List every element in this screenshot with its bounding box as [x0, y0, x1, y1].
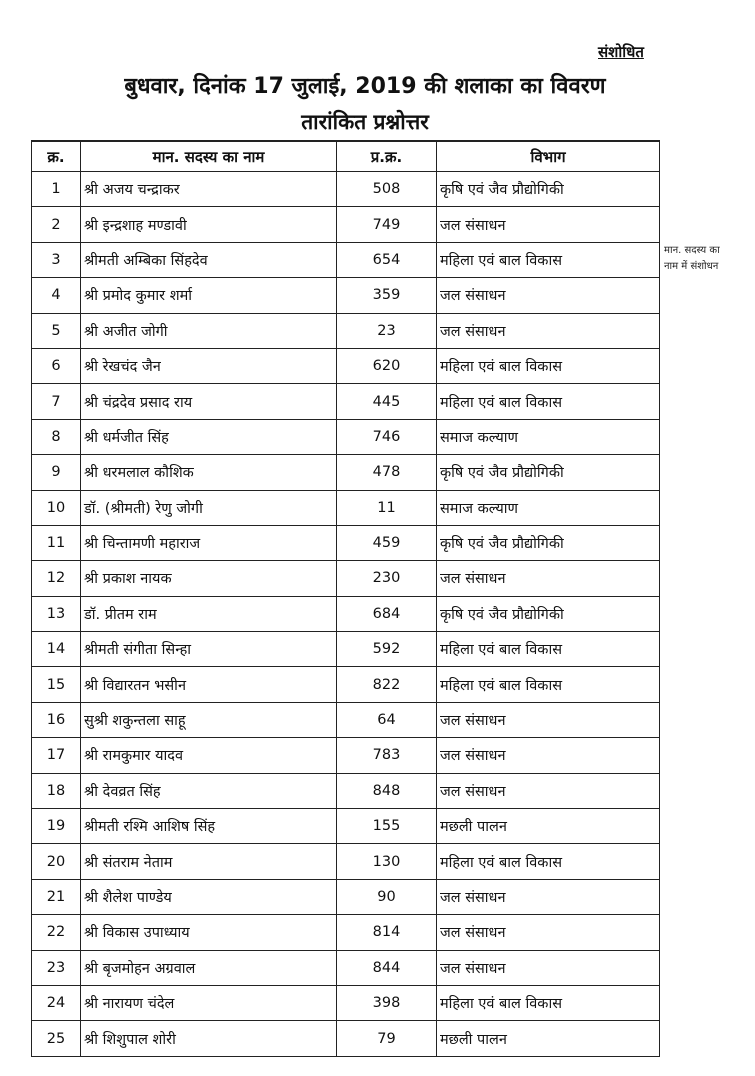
row-member-name: श्री विद्यारतन भसीन [81, 667, 337, 702]
row-question-number: 844 [337, 950, 437, 985]
table-row [32, 419, 660, 454]
row-question-number: 620 [337, 348, 437, 383]
row-department: समाज कल्याण [437, 419, 660, 454]
row-question-number: 746 [337, 419, 437, 454]
row-serial: 7 [32, 384, 81, 419]
table-row [32, 632, 660, 667]
row-department: महिला एवं बाल विकास [437, 985, 660, 1020]
row-member-name: श्री इन्द्रशाह मण्डावी [81, 207, 337, 242]
row-serial: 18 [32, 773, 81, 808]
row-member-name: श्री चिन्तामणी महाराज [81, 525, 337, 560]
row-department: कृषि एवं जैव प्रौद्योगिकी [437, 172, 660, 207]
table-row [32, 950, 660, 985]
row-question-number: 64 [337, 702, 437, 737]
column-header-department: विभाग [437, 141, 660, 172]
table-row [32, 667, 660, 702]
row-department: जल संसाधन [437, 773, 660, 808]
row-serial: 11 [32, 525, 81, 560]
row-department: कृषि एवं जैव प्रौद्योगिकी [437, 596, 660, 631]
side-note [664, 243, 754, 275]
row-member-name: श्री शिशुपाल शोरी [81, 1021, 337, 1056]
row-department: महिला एवं बाल विकास [437, 384, 660, 419]
row-department: जल संसाधन [437, 738, 660, 773]
row-serial: 3 [32, 242, 81, 277]
row-serial: 17 [32, 738, 81, 773]
row-question-number: 783 [337, 738, 437, 773]
row-member-name: श्रीमती अम्बिका सिंहदेव [81, 242, 337, 277]
table-row [32, 561, 660, 596]
row-member-name: श्रीमती संगीता सिन्हा [81, 632, 337, 667]
row-serial: 23 [32, 950, 81, 985]
row-member-name: सुश्री शकुन्तला साहू [81, 702, 337, 737]
row-department: जल संसाधन [437, 313, 660, 348]
column-header-serial: क्र. [32, 141, 81, 172]
row-member-name: डॉ. (श्रीमती) रेणु जोगी [81, 490, 337, 525]
row-department: महिला एवं बाल विकास [437, 632, 660, 667]
row-serial: 12 [32, 561, 81, 596]
row-question-number: 654 [337, 242, 437, 277]
row-member-name: श्री धरमलाल कौशिक [81, 455, 337, 490]
table-row [32, 985, 660, 1020]
table-row [32, 879, 660, 914]
row-member-name: श्री नारायण चंदेल [81, 985, 337, 1020]
table-row [32, 348, 660, 383]
row-department: समाज कल्याण [437, 490, 660, 525]
row-question-number: 592 [337, 632, 437, 667]
page-subtitle: तारांकित प्रश्नोत्तर [301, 110, 429, 134]
row-question-number: 749 [337, 207, 437, 242]
row-department: जल संसाधन [437, 879, 660, 914]
table-row [32, 172, 660, 207]
row-question-number: 684 [337, 596, 437, 631]
row-department: कृषि एवं जैव प्रौद्योगिकी [437, 525, 660, 560]
row-department: महिला एवं बाल विकास [437, 667, 660, 702]
row-serial: 5 [32, 313, 81, 348]
row-question-number: 79 [337, 1021, 437, 1056]
row-serial: 2 [32, 207, 81, 242]
column-header-member-name: मान. सदस्य का नाम [81, 141, 337, 172]
table-row [32, 596, 660, 631]
row-serial: 25 [32, 1021, 81, 1056]
row-serial: 21 [32, 879, 81, 914]
row-member-name: श्री शैलेश पाण्डेय [81, 879, 337, 914]
row-question-number: 814 [337, 915, 437, 950]
row-serial: 19 [32, 809, 81, 844]
row-serial: 8 [32, 419, 81, 454]
side-note-line: नाम में संशोधन [664, 261, 719, 272]
row-member-name: श्री रामकुमार यादव [81, 738, 337, 773]
row-department: मछली पालन [437, 1021, 660, 1056]
table-row [32, 738, 660, 773]
row-member-name: श्री बृजमोहन अग्रवाल [81, 950, 337, 985]
row-member-name: श्री अजीत जोगी [81, 313, 337, 348]
row-department: मछली पालन [437, 809, 660, 844]
table-row [32, 773, 660, 808]
side-note-line: मान. सदस्य का [664, 245, 720, 256]
row-question-number: 478 [337, 455, 437, 490]
row-question-number: 359 [337, 278, 437, 313]
row-question-number: 90 [337, 879, 437, 914]
row-member-name: डॉ. प्रीतम राम [81, 596, 337, 631]
row-member-name: श्रीमती रश्मि आशिष सिंह [81, 809, 337, 844]
row-department: जल संसाधन [437, 915, 660, 950]
row-serial: 4 [32, 278, 81, 313]
row-serial: 20 [32, 844, 81, 879]
row-serial: 1 [32, 172, 81, 207]
row-serial: 9 [32, 455, 81, 490]
row-department: जल संसाधन [437, 207, 660, 242]
row-department: जल संसाधन [437, 278, 660, 313]
table-row [32, 455, 660, 490]
row-serial: 14 [32, 632, 81, 667]
revised-label: संशोधित [598, 43, 644, 61]
table-row [32, 490, 660, 525]
row-department: महिला एवं बाल विकास [437, 348, 660, 383]
table-row [32, 242, 660, 277]
row-member-name: श्री रेखचंद जैन [81, 348, 337, 383]
table-row [32, 525, 660, 560]
row-question-number: 398 [337, 985, 437, 1020]
row-department: जल संसाधन [437, 950, 660, 985]
page-title: बुधवार, दिनांक 17 जुलाई, 2019 की शलाका का विवरण [124, 74, 606, 99]
row-department: जल संसाधन [437, 702, 660, 737]
row-question-number: 155 [337, 809, 437, 844]
row-member-name: श्री चंद्रदेव प्रसाद राय [81, 384, 337, 419]
row-question-number: 130 [337, 844, 437, 879]
row-question-number: 848 [337, 773, 437, 808]
table-row [32, 1021, 660, 1056]
row-member-name: श्री प्रकाश नायक [81, 561, 337, 596]
row-question-number: 23 [337, 313, 437, 348]
row-question-number: 459 [337, 525, 437, 560]
row-department: महिला एवं बाल विकास [437, 242, 660, 277]
table-row [32, 384, 660, 419]
row-serial: 13 [32, 596, 81, 631]
row-member-name: श्री देवव्रत सिंह [81, 773, 337, 808]
row-serial: 15 [32, 667, 81, 702]
row-member-name: श्री प्रमोद कुमार शर्मा [81, 278, 337, 313]
table-header-row [32, 141, 660, 172]
table-row [32, 207, 660, 242]
table-row [32, 809, 660, 844]
row-question-number: 11 [337, 490, 437, 525]
row-question-number: 445 [337, 384, 437, 419]
row-member-name: श्री विकास उपाध्याय [81, 915, 337, 950]
table-row [32, 702, 660, 737]
row-question-number: 822 [337, 667, 437, 702]
table-row [32, 915, 660, 950]
row-member-name: श्री धर्मजीत सिंह [81, 419, 337, 454]
row-serial: 6 [32, 348, 81, 383]
table-row [32, 278, 660, 313]
row-question-number: 508 [337, 172, 437, 207]
row-member-name: श्री संतराम नेताम [81, 844, 337, 879]
row-serial: 10 [32, 490, 81, 525]
questions-table [31, 140, 660, 1057]
row-serial: 16 [32, 702, 81, 737]
row-serial: 24 [32, 985, 81, 1020]
row-question-number: 230 [337, 561, 437, 596]
row-serial: 22 [32, 915, 81, 950]
row-department: जल संसाधन [437, 561, 660, 596]
column-header-question-number: प्र.क्र. [337, 141, 437, 172]
table-row [32, 844, 660, 879]
row-member-name: श्री अजय चन्द्राकर [81, 172, 337, 207]
row-department: कृषि एवं जैव प्रौद्योगिकी [437, 455, 660, 490]
row-department: महिला एवं बाल विकास [437, 844, 660, 879]
table-row [32, 313, 660, 348]
